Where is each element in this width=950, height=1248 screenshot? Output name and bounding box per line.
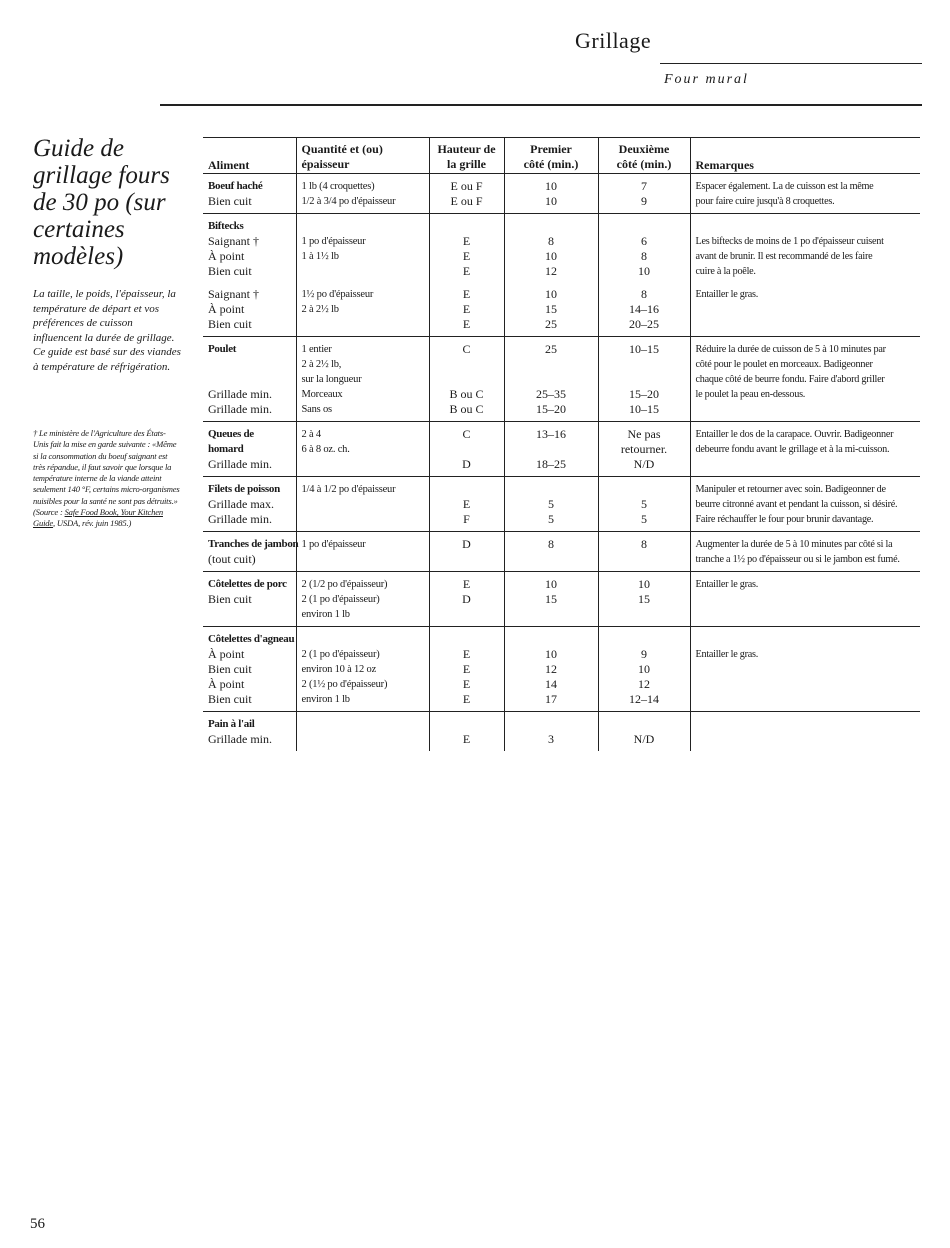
- rack-cell: D: [429, 532, 504, 572]
- quantity-cell: 2 (1 po d'épaisseur) environ 10 à 12 oz 2 (1½ po d'épaisseur) environ 1 lb: [296, 627, 429, 712]
- quantity-cell: 1 po d'épaisseur: [296, 532, 429, 572]
- table-row: [203, 627, 920, 712]
- table-row: [203, 477, 920, 532]
- table-row: [203, 572, 920, 627]
- remarks-cell: Entailler le gras.: [690, 572, 920, 627]
- rack-cell: C D: [429, 422, 504, 477]
- quantity-cell: 1 po d'épaisseur 1 à 1½ lb: [296, 214, 429, 280]
- header-rule: [660, 63, 922, 64]
- first-side-cell: 5 5: [504, 477, 598, 532]
- remarks-cell: Entailler le gras.: [690, 627, 920, 712]
- second-side-cell: 8 14–16 20–25: [598, 279, 690, 337]
- rack-cell: E D: [429, 572, 504, 627]
- food-cell: Poulet Grillade min. Grillade min.: [208, 343, 272, 416]
- page-section-title: Grillage: [575, 28, 652, 53]
- remarks-cell: Augmenter la durée de 5 à 10 minutes par côté si la tranche a 1½ po d'épaisseur ou si le jambon est fumé.: [690, 532, 920, 572]
- table-row: [203, 337, 920, 422]
- remarks-cell: Manipuler et retourner avec soin. Badigeonner de beurre citronné avant et pendant la cuisson, si désiré. Faire réchauffer le four pour brunir davantage.: [690, 477, 920, 532]
- first-side-cell: 10 12 14 17: [504, 627, 598, 712]
- rack-cell: E F: [429, 477, 504, 532]
- first-side-cell: 13–16 18–25: [504, 422, 598, 477]
- rack-cell: E E E: [429, 214, 504, 280]
- food-cell: Filets de poisson Grillade max. Grillade min.: [208, 483, 280, 526]
- food-cell: Biftecks Saignant † À point Bien cuit: [208, 220, 259, 278]
- first-side-cell: 10 10: [504, 174, 598, 214]
- remarks-cell: Les biftecks de moins de 1 po d'épaisseur cuisent avant de brunir. Il est recommandé de les faire cuire à la poêle.: [690, 214, 920, 280]
- second-side-cell: 10 15: [598, 572, 690, 627]
- table-row: [203, 174, 920, 214]
- food-cell: Tranches de jambon (tout cuit): [208, 538, 299, 566]
- table-row: [203, 279, 920, 337]
- quantity-cell: 1 lb (4 croquettes) 1/2 à 3/4 po d'épaisseur: [296, 174, 429, 214]
- rack-cell: E E E: [429, 279, 504, 337]
- header-remarks: Remarques: [690, 138, 920, 174]
- remarks-cell: Réduire la durée de cuisson de 5 à 10 minutes par côté pour le poulet en morceaux. Badigeonner chaque côté de beurre fondu. Faire d'abord griller le poulet la peau en-dessous.: [690, 337, 920, 422]
- food-cell: Côtelettes d'agneau À point Bien cuit À point Bien cuit: [208, 633, 295, 706]
- food-cell: Queues de homard Grillade min.: [208, 428, 272, 471]
- second-side-cell: 9 10 12 12–14: [598, 627, 690, 712]
- header-second-side: Deuxième côté (min.): [598, 138, 690, 174]
- quantity-cell: 2 (1/2 po d'épaisseur) 2 (1 po d'épaisseur) environ 1 lb: [296, 572, 429, 627]
- rack-cell: E E E E: [429, 627, 504, 712]
- remarks-cell: Entailler le dos de la carapace. Ouvrir. Badigeonner debeurre fondu avant le grillage et à la mi-cuisson.: [690, 422, 920, 477]
- first-side-cell: 8: [504, 532, 598, 572]
- quantity-cell: 1/4 à 1/2 po d'épaisseur: [296, 477, 429, 532]
- table-row: [203, 712, 920, 752]
- footnote-source-end: , USDA, rév. juin 1985.): [53, 518, 132, 529]
- quantity-cell: 1 entier 2 à 2½ lb, sur la longueur Morceaux Sans os: [296, 337, 429, 422]
- first-side-cell: 25 25–35 15–20: [504, 337, 598, 422]
- rack-cell: E: [429, 712, 504, 752]
- remarks-cell: Entailler le gras.: [690, 279, 920, 337]
- guide-title: Guide de grillage fours de 30 po (sur certaines modèles): [33, 135, 170, 270]
- header-rack: Hauteur de la grille: [429, 138, 504, 174]
- second-side-cell: N/D: [598, 712, 690, 752]
- header-food: Aliment: [208, 158, 250, 172]
- food-cell: Côtelettes de porc Bien cuit: [208, 578, 287, 606]
- second-side-cell: 7 9: [598, 174, 690, 214]
- table-row: [203, 532, 920, 572]
- second-side-cell: 6 8 10: [598, 214, 690, 280]
- table-row: [203, 422, 920, 477]
- rack-cell: C B ou C B ou C: [429, 337, 504, 422]
- page-number: 56: [30, 1216, 45, 1232]
- footnote-text: † Le ministère de l'Agriculture des États-Unis fait la mise en garde suivante : «Même si la consommation du boeuf saignant est très répandue, il faut savoir que lorsque la température interne de la viande atteint seulement 140 °F, certains micro-organismes nuisibles pour la santé ne sont pas détruits.» (Source :: [33, 428, 180, 518]
- rack-cell: E ou F E ou F: [429, 174, 504, 214]
- page-subsection-title: Four mural: [664, 72, 749, 87]
- table-row: [203, 214, 920, 280]
- food-cell: Boeuf haché Bien cuit: [208, 180, 263, 208]
- header-quantity: Quantité et (ou) épaisseur: [296, 138, 429, 174]
- remarks-cell: Espacer également. La de cuisson est la même pour faire cuire jusqu'à 8 croquettes.: [690, 174, 920, 214]
- first-side-cell: 8 10 12: [504, 214, 598, 280]
- second-side-cell: 5 5: [598, 477, 690, 532]
- first-side-cell: 3: [504, 712, 598, 752]
- second-side-cell: 10–15 15–20 10–15: [598, 337, 690, 422]
- first-side-cell: 10 15 25: [504, 279, 598, 337]
- quantity-cell: 1½ po d'épaisseur 2 à 2½ lb: [296, 279, 429, 337]
- table-header-row: [203, 138, 920, 174]
- broiling-guide-table: [203, 137, 920, 751]
- footnote-source-title: Safe Food Book, Your Kitchen Guide: [33, 507, 163, 529]
- first-side-cell: 10 15: [504, 572, 598, 627]
- second-side-cell: Ne pas retourner. N/D: [598, 422, 690, 477]
- food-cell: Pain à l'ail Grillade min.: [208, 718, 272, 746]
- header-first-side: Premier côté (min.): [504, 138, 598, 174]
- remarks-cell: [690, 712, 920, 752]
- quantity-cell: [296, 712, 429, 752]
- usda-footnote: [33, 428, 181, 530]
- quantity-cell: 2 à 4 6 à 8 oz. ch.: [296, 422, 429, 477]
- food-cell: Saignant † À point Bien cuit: [208, 287, 259, 331]
- main-divider: [160, 104, 922, 106]
- second-side-cell: 8: [598, 532, 690, 572]
- guide-intro: La taille, le poids, l'épaisseur, la température de départ et vos préférences de cuisson influencent la durée de grillage. Ce guide est basé sur des viandes à température de réfrigération.: [33, 288, 181, 373]
